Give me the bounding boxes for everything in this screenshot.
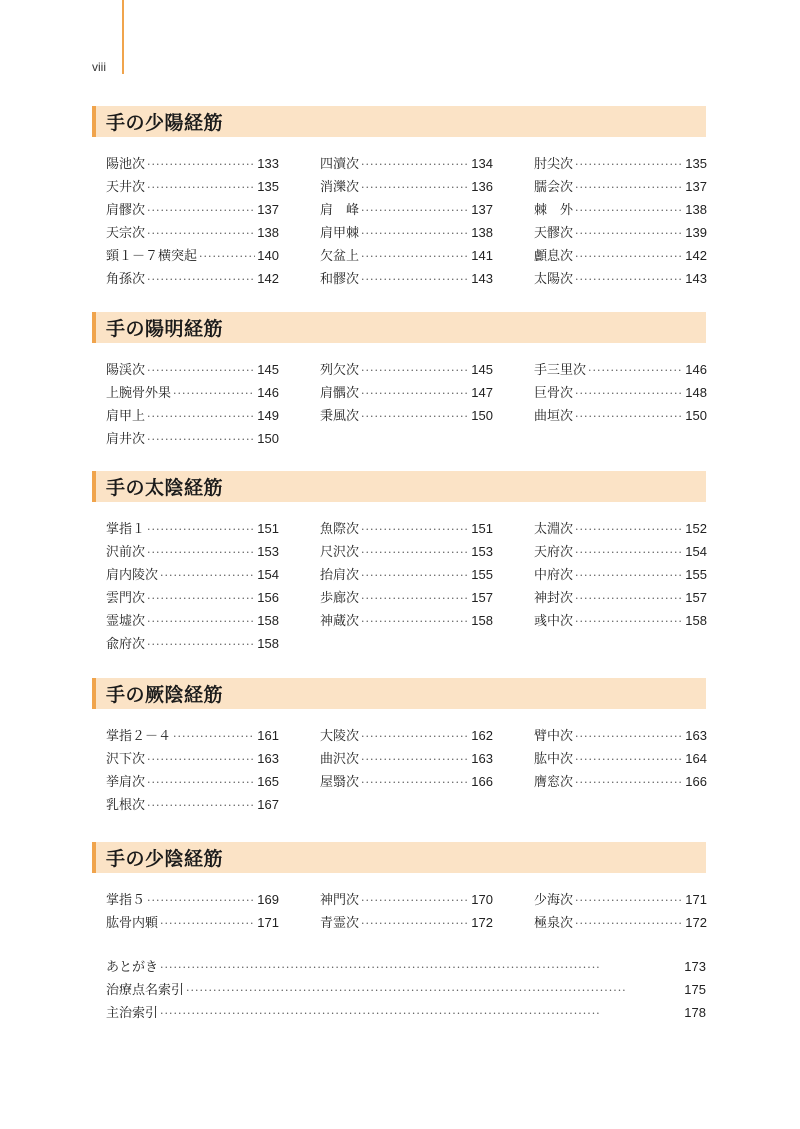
toc-entry[interactable] bbox=[534, 199, 707, 222]
leader-dots bbox=[575, 410, 683, 423]
leader-dots bbox=[575, 546, 683, 559]
toc-entry[interactable] bbox=[534, 912, 707, 935]
toc-entry-name: 掌指１ bbox=[106, 522, 146, 537]
toc-entry-name: 治療点名索引 bbox=[106, 983, 185, 998]
toc-entry[interactable] bbox=[106, 956, 706, 979]
toc-entry-page: 146 bbox=[685, 362, 707, 377]
toc-entry-name: 棘 外 bbox=[534, 203, 574, 218]
section-header bbox=[92, 842, 706, 873]
leader-dots bbox=[361, 753, 469, 766]
leader-dots bbox=[361, 364, 469, 377]
leader-dots bbox=[147, 181, 255, 194]
section-header bbox=[92, 312, 706, 343]
leader-dots bbox=[361, 181, 469, 194]
toc-entry[interactable] bbox=[106, 1002, 706, 1025]
leader-dots bbox=[147, 546, 255, 559]
toc-section bbox=[92, 678, 706, 817]
leader-dots bbox=[147, 615, 255, 628]
toc-entry[interactable] bbox=[320, 382, 493, 405]
toc-entry-name: 太陽次 bbox=[534, 272, 574, 287]
toc-entry-name: 彧中次 bbox=[534, 614, 574, 629]
leader-dots bbox=[173, 387, 255, 400]
toc-entry-name: 角孫次 bbox=[106, 272, 146, 287]
toc-entry[interactable] bbox=[106, 912, 279, 935]
toc-entry[interactable] bbox=[320, 564, 493, 587]
toc-entry-page: 139 bbox=[685, 225, 707, 240]
toc-entry-page: 162 bbox=[471, 728, 493, 743]
toc-entry[interactable] bbox=[106, 428, 279, 451]
toc-entry-page: 152 bbox=[685, 521, 707, 536]
appendix-list bbox=[106, 956, 706, 1025]
leader-dots bbox=[575, 158, 683, 171]
toc-entry-name: 挙肩次 bbox=[106, 775, 146, 790]
leader-dots bbox=[147, 433, 255, 446]
toc-entry-page: 158 bbox=[685, 613, 707, 628]
toc-entry-name: 陽渓次 bbox=[106, 363, 146, 378]
toc-entry-page: 165 bbox=[257, 774, 279, 789]
leader-dots bbox=[361, 917, 469, 930]
leader-dots bbox=[361, 387, 469, 400]
toc-entry-name: 神門次 bbox=[320, 893, 360, 908]
toc-entry-name: 抬肩次 bbox=[320, 568, 360, 583]
toc-entry[interactable] bbox=[106, 245, 279, 268]
toc-entry-name: 臑会次 bbox=[534, 180, 574, 195]
toc-entry-name: 曲沢次 bbox=[320, 752, 360, 767]
toc-entry-name: 極泉次 bbox=[534, 916, 574, 931]
toc-entry-page: 171 bbox=[257, 915, 279, 930]
toc-entry-name: 魚際次 bbox=[320, 522, 360, 537]
toc-entry-page: 145 bbox=[257, 362, 279, 377]
toc-entry-name: 掌指２－４ bbox=[106, 729, 172, 744]
leader-dots bbox=[147, 799, 255, 812]
toc-entry-name: 天井次 bbox=[106, 180, 146, 195]
leader-dots bbox=[173, 730, 255, 743]
toc-entry-page: 154 bbox=[257, 567, 279, 582]
leader-dots bbox=[361, 615, 469, 628]
section-entries bbox=[106, 518, 706, 656]
toc-entry-page: 158 bbox=[257, 636, 279, 651]
section-accent-bar bbox=[92, 106, 96, 137]
toc-entry[interactable] bbox=[320, 245, 493, 268]
toc-entry-page: 137 bbox=[685, 179, 707, 194]
toc-entry[interactable] bbox=[320, 153, 493, 176]
leader-dots bbox=[147, 158, 255, 171]
leader-dots bbox=[147, 410, 255, 423]
toc-entry-name: 頸１－７横突起 bbox=[106, 249, 198, 264]
section-entries bbox=[106, 153, 706, 291]
toc-entry[interactable] bbox=[320, 587, 493, 610]
leader-dots bbox=[575, 387, 683, 400]
toc-entry[interactable] bbox=[534, 245, 707, 268]
toc-entry-page: 175 bbox=[684, 982, 706, 997]
leader-dots bbox=[361, 730, 469, 743]
leader-dots bbox=[575, 569, 683, 582]
toc-entry[interactable] bbox=[106, 748, 279, 771]
toc-entry-page: 166 bbox=[685, 774, 707, 789]
section-header bbox=[92, 678, 706, 709]
section-header bbox=[92, 106, 706, 137]
toc-entry[interactable] bbox=[320, 176, 493, 199]
toc-entry-page: 172 bbox=[471, 915, 493, 930]
leader-dots bbox=[575, 250, 683, 263]
toc-entry-page: 155 bbox=[471, 567, 493, 582]
toc-entry[interactable] bbox=[106, 564, 279, 587]
toc-entry-page: 150 bbox=[685, 408, 707, 423]
leader-dots bbox=[361, 227, 469, 240]
page-number: viii bbox=[92, 60, 106, 74]
section-accent-bar bbox=[92, 842, 96, 873]
toc-entry-page: 143 bbox=[685, 271, 707, 286]
toc-entry-page: 157 bbox=[471, 590, 493, 605]
toc-entry-page: 163 bbox=[685, 728, 707, 743]
leader-dots bbox=[575, 776, 683, 789]
toc-entry-name: 膺窓次 bbox=[534, 775, 574, 790]
toc-entry-page: 163 bbox=[257, 751, 279, 766]
toc-entry-page: 146 bbox=[257, 385, 279, 400]
leader-dots bbox=[361, 250, 469, 263]
leader-dots bbox=[160, 961, 682, 974]
toc-entry-page: 178 bbox=[684, 1005, 706, 1020]
toc-entry[interactable] bbox=[106, 979, 706, 1002]
toc-entry-page: 138 bbox=[685, 202, 707, 217]
toc-entry-name: 青霊次 bbox=[320, 916, 360, 931]
toc-entry[interactable] bbox=[320, 199, 493, 222]
toc-entry[interactable] bbox=[534, 222, 707, 245]
toc-entry[interactable] bbox=[106, 222, 279, 245]
toc-entry-name: 臂中次 bbox=[534, 729, 574, 744]
toc-entry[interactable] bbox=[534, 610, 707, 633]
leader-dots bbox=[575, 894, 683, 907]
toc-entry-name: 少海次 bbox=[534, 893, 574, 908]
toc-entry[interactable] bbox=[106, 405, 279, 428]
toc-entry-page: 158 bbox=[471, 613, 493, 628]
toc-entry-name: 秉風次 bbox=[320, 409, 360, 424]
leader-dots bbox=[147, 227, 255, 240]
section-header bbox=[92, 471, 706, 502]
toc-section bbox=[92, 471, 706, 656]
toc-entry-name: あとがき bbox=[106, 960, 159, 975]
toc-entry-name: 顱息次 bbox=[534, 249, 574, 264]
toc-entry[interactable] bbox=[106, 518, 279, 541]
leader-dots bbox=[160, 1007, 682, 1020]
leader-dots bbox=[147, 894, 255, 907]
section-title: 手の少陰経筋 bbox=[106, 848, 224, 870]
toc-entry-page: 141 bbox=[471, 248, 493, 263]
leader-dots bbox=[575, 204, 683, 217]
leader-dots bbox=[361, 523, 469, 536]
leader-dots bbox=[361, 158, 469, 171]
toc-entry-page: 136 bbox=[471, 179, 493, 194]
toc-entry-name: 列欠次 bbox=[320, 363, 360, 378]
toc-entry-name: 肩甲棘 bbox=[320, 226, 360, 241]
leader-dots bbox=[147, 776, 255, 789]
toc-entry[interactable] bbox=[320, 268, 493, 291]
leader-dots bbox=[575, 917, 683, 930]
toc-entry-name: 霊墟次 bbox=[106, 614, 146, 629]
toc-entry[interactable] bbox=[320, 222, 493, 245]
toc-entry-page: 161 bbox=[257, 728, 279, 743]
section-title: 手の少陽経筋 bbox=[106, 112, 224, 134]
section-entries bbox=[106, 359, 706, 451]
toc-entry[interactable] bbox=[534, 541, 707, 564]
toc-entry[interactable] bbox=[534, 359, 707, 382]
toc-entry-page: 170 bbox=[471, 892, 493, 907]
toc-entry-name: 肱骨内顆 bbox=[106, 916, 159, 931]
toc-entry[interactable] bbox=[106, 359, 279, 382]
toc-entry-name: 神封次 bbox=[534, 591, 574, 606]
toc-entry[interactable] bbox=[106, 199, 279, 222]
toc-entry[interactable] bbox=[320, 771, 493, 794]
leader-dots bbox=[361, 776, 469, 789]
toc-entry-name: 肩髎次 bbox=[106, 203, 146, 218]
section-entries bbox=[106, 889, 706, 935]
toc-entry-page: 142 bbox=[257, 271, 279, 286]
toc-entry-page: 151 bbox=[257, 521, 279, 536]
leader-dots bbox=[147, 592, 255, 605]
leader-dots bbox=[361, 546, 469, 559]
toc-entry-page: 140 bbox=[257, 248, 279, 263]
toc-entry-page: 155 bbox=[685, 567, 707, 582]
toc-entry-page: 151 bbox=[471, 521, 493, 536]
toc-entry[interactable] bbox=[534, 564, 707, 587]
toc-entry-name: 上腕骨外果 bbox=[106, 386, 172, 401]
toc-entry[interactable] bbox=[106, 794, 279, 817]
toc-section bbox=[92, 312, 706, 451]
toc-entry-name: 主治索引 bbox=[106, 1006, 159, 1021]
toc-entry-name: 掌指５ bbox=[106, 893, 146, 908]
toc-entry[interactable] bbox=[106, 771, 279, 794]
toc-entry-page: 157 bbox=[685, 590, 707, 605]
toc-entry-page: 163 bbox=[471, 751, 493, 766]
toc-entry[interactable] bbox=[106, 268, 279, 291]
toc-entry[interactable] bbox=[534, 889, 707, 912]
toc-entry-name: 天府次 bbox=[534, 545, 574, 560]
toc-entry[interactable] bbox=[534, 268, 707, 291]
toc-entry-page: 150 bbox=[257, 431, 279, 446]
toc-entry-name: 肩甲上 bbox=[106, 409, 146, 424]
toc-entry-page: 138 bbox=[471, 225, 493, 240]
toc-entry-name: 四瀆次 bbox=[320, 157, 360, 172]
toc-entry[interactable] bbox=[534, 176, 707, 199]
toc-entry[interactable] bbox=[534, 771, 707, 794]
leader-dots bbox=[361, 569, 469, 582]
toc-entry-name: 陽池次 bbox=[106, 157, 146, 172]
leader-dots bbox=[575, 753, 683, 766]
toc-entry[interactable] bbox=[320, 541, 493, 564]
toc-entry-name: 乳根次 bbox=[106, 798, 146, 813]
toc-entry-name: 兪府次 bbox=[106, 637, 146, 652]
toc-entry[interactable] bbox=[320, 405, 493, 428]
toc-entry-page: 147 bbox=[471, 385, 493, 400]
section-title: 手の太陰経筋 bbox=[106, 477, 224, 499]
leader-dots bbox=[575, 273, 683, 286]
toc-section bbox=[92, 106, 706, 291]
toc-entry-name: 和髎次 bbox=[320, 272, 360, 287]
toc-entry[interactable] bbox=[320, 912, 493, 935]
toc-entry-name: 大陵次 bbox=[320, 729, 360, 744]
toc-entry-page: 133 bbox=[257, 156, 279, 171]
toc-entry-name: 太淵次 bbox=[534, 522, 574, 537]
toc-entry[interactable] bbox=[320, 518, 493, 541]
toc-entry-name: 天髎次 bbox=[534, 226, 574, 241]
toc-entry-name: 歩廊次 bbox=[320, 591, 360, 606]
leader-dots bbox=[160, 917, 255, 930]
toc-entry[interactable] bbox=[106, 633, 279, 656]
leader-dots bbox=[199, 250, 255, 263]
toc-entry-page: 143 bbox=[471, 271, 493, 286]
toc-entry[interactable] bbox=[106, 610, 279, 633]
toc-entry-page: 153 bbox=[257, 544, 279, 559]
leader-dots bbox=[575, 227, 683, 240]
toc-entry-page: 149 bbox=[257, 408, 279, 423]
toc-entry-page: 164 bbox=[685, 751, 707, 766]
toc-entry[interactable] bbox=[106, 541, 279, 564]
toc-entry[interactable] bbox=[106, 889, 279, 912]
toc-entry[interactable] bbox=[534, 518, 707, 541]
toc-entry[interactable] bbox=[320, 359, 493, 382]
toc-entry-name: 欠盆上 bbox=[320, 249, 360, 264]
toc-entry-page: 148 bbox=[685, 385, 707, 400]
toc-entry-name: 曲垣次 bbox=[534, 409, 574, 424]
toc-entry-page: 135 bbox=[257, 179, 279, 194]
toc-entry-page: 137 bbox=[471, 202, 493, 217]
toc-entry-page: 145 bbox=[471, 362, 493, 377]
toc-entry-name: 肘尖次 bbox=[534, 157, 574, 172]
toc-entry[interactable] bbox=[106, 153, 279, 176]
leader-dots bbox=[147, 753, 255, 766]
toc-entry-page: 167 bbox=[257, 797, 279, 812]
toc-entry[interactable] bbox=[106, 382, 279, 405]
toc-entry-name: 肩井次 bbox=[106, 432, 146, 447]
toc-entry-name: 天宗次 bbox=[106, 226, 146, 241]
toc-entry-name: 巨骨次 bbox=[534, 386, 574, 401]
toc-entry[interactable] bbox=[534, 405, 707, 428]
toc-entry[interactable] bbox=[320, 725, 493, 748]
section-accent-bar bbox=[92, 678, 96, 709]
toc-entry-page: 134 bbox=[471, 156, 493, 171]
section-accent-bar bbox=[92, 471, 96, 502]
toc-entry-page: 158 bbox=[257, 613, 279, 628]
leader-dots bbox=[575, 181, 683, 194]
toc-entry[interactable] bbox=[534, 725, 707, 748]
section-accent-bar bbox=[92, 312, 96, 343]
leader-dots bbox=[361, 410, 469, 423]
toc-entry-name: 肩内陵次 bbox=[106, 568, 159, 583]
toc-entry-name: 神蔵次 bbox=[320, 614, 360, 629]
leader-dots bbox=[147, 204, 255, 217]
toc-entry[interactable] bbox=[320, 748, 493, 771]
toc-entry[interactable] bbox=[320, 610, 493, 633]
toc-entry-name: 中府次 bbox=[534, 568, 574, 583]
toc-entry-page: 137 bbox=[257, 202, 279, 217]
page-edge-rule bbox=[122, 0, 124, 74]
toc-entry-name: 消濼次 bbox=[320, 180, 360, 195]
leader-dots bbox=[575, 730, 683, 743]
toc-entry-name: 尺沢次 bbox=[320, 545, 360, 560]
section-title: 手の陽明経筋 bbox=[106, 318, 224, 340]
toc-entry-name: 手三里次 bbox=[534, 363, 587, 378]
leader-dots bbox=[575, 523, 683, 536]
toc-entry-page: 169 bbox=[257, 892, 279, 907]
toc-entry[interactable] bbox=[534, 587, 707, 610]
toc-entry-name: 肱中次 bbox=[534, 752, 574, 767]
toc-entry[interactable] bbox=[534, 748, 707, 771]
toc-entry-page: 135 bbox=[685, 156, 707, 171]
section-title: 手の厥陰経筋 bbox=[106, 684, 224, 706]
leader-dots bbox=[575, 592, 683, 605]
toc-entry[interactable] bbox=[106, 587, 279, 610]
toc-entry-name: 屋翳次 bbox=[320, 775, 360, 790]
toc-entry-page: 173 bbox=[684, 959, 706, 974]
toc-entry-name: 肩 峰 bbox=[320, 203, 360, 218]
leader-dots bbox=[160, 569, 255, 582]
toc-entry-page: 150 bbox=[471, 408, 493, 423]
toc-entry-page: 154 bbox=[685, 544, 707, 559]
toc-entry-name: 沢前次 bbox=[106, 545, 146, 560]
section-entries bbox=[106, 725, 706, 817]
leader-dots bbox=[147, 273, 255, 286]
toc-entry[interactable] bbox=[534, 153, 707, 176]
toc-entry[interactable] bbox=[320, 889, 493, 912]
toc-entry-name: 沢下次 bbox=[106, 752, 146, 767]
toc-entry-page: 156 bbox=[257, 590, 279, 605]
leader-dots bbox=[361, 894, 469, 907]
toc-entry-page: 138 bbox=[257, 225, 279, 240]
leader-dots bbox=[361, 204, 469, 217]
toc-entry-name: 肩髃次 bbox=[320, 386, 360, 401]
toc-entry-page: 171 bbox=[685, 892, 707, 907]
leader-dots bbox=[147, 638, 255, 651]
toc-section bbox=[92, 842, 706, 935]
toc-entry[interactable] bbox=[106, 725, 279, 748]
toc-entry-name: 雲門次 bbox=[106, 591, 146, 606]
leader-dots bbox=[147, 364, 255, 377]
toc-entry-page: 172 bbox=[685, 915, 707, 930]
leader-dots bbox=[361, 592, 469, 605]
leader-dots bbox=[186, 984, 682, 997]
toc-entry-page: 153 bbox=[471, 544, 493, 559]
leader-dots bbox=[361, 273, 469, 286]
leader-dots bbox=[147, 523, 255, 536]
toc-entry[interactable] bbox=[106, 176, 279, 199]
toc-entry-page: 166 bbox=[471, 774, 493, 789]
leader-dots bbox=[588, 364, 683, 377]
leader-dots bbox=[575, 615, 683, 628]
toc-entry-page: 142 bbox=[685, 248, 707, 263]
toc-entry[interactable] bbox=[534, 382, 707, 405]
